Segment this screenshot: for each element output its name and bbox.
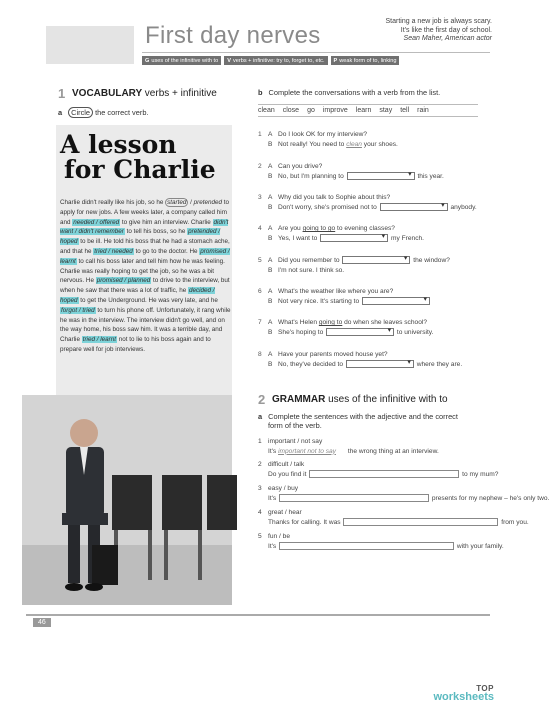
conversation-3: [258, 193, 494, 213]
item-number: 8: [258, 351, 262, 358]
sentence-start: Thanks for calling. It was: [268, 518, 343, 526]
line-a-text-end: to evening classes?: [335, 225, 395, 232]
example-answer: important not to say: [278, 447, 336, 455]
section-1-number: 1: [58, 86, 66, 101]
story-fragment: to be ill. He told his boss that he had a stomach ache, and that he: [60, 238, 230, 255]
speaker-b: B: [268, 235, 273, 242]
sentence-start: It's: [268, 542, 279, 550]
tag-vocabulary: V verbs + infinitive: try to, forget to, etc.: [224, 56, 327, 65]
section-1b-instruction: b Complete the conversations with a verb from the list.: [258, 88, 441, 97]
sentence-line: [258, 494, 549, 504]
prompt: great / hear: [268, 509, 302, 516]
speaker-b: B: [268, 329, 273, 336]
story-fragment: to call his boss later and tell him how he was feeling. Charlie was really hoping to get the job, so he was a bit nervous. He: [60, 257, 225, 285]
verb-choice[interactable]: pretended / hoped: [60, 228, 221, 246]
answer-dropdown[interactable]: [342, 256, 410, 264]
quote-line-2: It's like the first day of school.: [400, 26, 492, 34]
tag-pronunciation: P weak form of to, linking: [331, 56, 400, 65]
answer-field[interactable]: [309, 470, 459, 478]
prompt-line: [258, 532, 494, 542]
answer-dropdown[interactable]: [380, 203, 448, 211]
line-b: [258, 234, 494, 244]
word-bank-item: learn: [355, 107, 372, 114]
word-bank-item: improve: [322, 107, 348, 114]
speaker-a: A: [268, 319, 273, 326]
line-b-text-end: to university.: [395, 329, 434, 336]
story-fragment: /: [188, 199, 194, 206]
line-b-text: Not really! You need to: [278, 141, 347, 148]
line-b-text: No, they've decided to: [278, 361, 345, 368]
line-b-text: She's hoping to: [278, 329, 326, 336]
prompt-line: [258, 460, 494, 470]
speaker-b: B: [268, 141, 273, 148]
header-quote: [322, 18, 492, 44]
line-b-text: No, but I'm planning to: [278, 173, 346, 180]
sentence-line: [258, 470, 499, 480]
line-a: [258, 130, 494, 140]
item-number: 7: [258, 319, 262, 326]
line-b-text-end: this year.: [415, 173, 444, 180]
word-bank-item: tell: [400, 107, 410, 114]
sentence-line: [258, 518, 529, 528]
line-a: [258, 350, 494, 360]
underlined-text: going to: [318, 319, 343, 326]
sentence-end: with your family.: [455, 542, 504, 550]
item-number: 1: [258, 131, 262, 138]
line-b-text: Not very nice. It's starting to: [278, 298, 361, 305]
verb-choice[interactable]: decided / hoped: [60, 287, 215, 304]
line-b: [258, 360, 494, 370]
circled-example: started: [167, 199, 187, 206]
word-bank: [258, 104, 478, 117]
item-number: 5: [258, 533, 262, 540]
item-number: 4: [258, 509, 262, 516]
item-number: 2: [258, 461, 262, 468]
story-fragment: to apply for new jobs. A few weeks later, a company called him and: [60, 199, 230, 226]
verb-choice[interactable]: promised / planned: [96, 277, 151, 285]
prompt: fun / be: [268, 533, 290, 540]
man-waiting-illustration: [22, 395, 232, 605]
answer-field[interactable]: [279, 494, 429, 502]
word-bank-item: rain: [417, 107, 429, 114]
grammar-item-1: [258, 437, 494, 456]
speaker-a: A: [268, 288, 273, 295]
underlined-text: going to go: [302, 225, 336, 232]
answer-dropdown[interactable]: [362, 297, 430, 305]
line-b-text: Don't worry, she's promised not to: [278, 204, 379, 211]
sentence-end: to my mum?: [460, 470, 499, 478]
line-a: [258, 224, 494, 234]
speaker-a: A: [268, 257, 273, 264]
line-a: [258, 256, 494, 266]
item-number: 3: [258, 485, 262, 492]
speaker-a: A: [268, 163, 273, 170]
line-a-text-end: the window?: [411, 257, 450, 264]
speaker-a: A: [268, 225, 273, 232]
word-bank-item: go: [307, 107, 315, 114]
story-fragment: to turn his phone off. Unfortunately, it rang while he was in the interview. The interview didn't go well, and on the way home, his boss saw him. It was a terrible day, and Charlie: [60, 306, 231, 344]
speaker-a: A: [268, 351, 273, 358]
line-a: [258, 318, 494, 328]
line-a: [258, 193, 494, 203]
word-bank-item: clean: [258, 107, 275, 114]
tag-grammar: G uses of the infinitive with to: [142, 56, 221, 65]
line-a-text: What's Helen: [278, 319, 319, 326]
speaker-b: B: [268, 361, 273, 368]
item-number: 2: [258, 163, 262, 170]
story-fragment: to tell his boss, so he: [124, 228, 188, 236]
line-a-text: Are you: [278, 225, 303, 232]
grammar-item-4: [258, 508, 529, 527]
line-b: [258, 172, 494, 182]
quote-author: Sean Maher, American actor: [403, 35, 492, 42]
speaker-b: B: [268, 173, 273, 180]
line-b: [258, 140, 494, 150]
conversation-6: [258, 287, 494, 307]
page-number: 46: [33, 618, 51, 627]
sentence-start: Do you find it: [268, 470, 309, 478]
photo-man-waiting: [22, 395, 232, 605]
grammar-item-5: [258, 532, 504, 551]
prompt: important / not say: [268, 438, 323, 445]
story-text: [60, 198, 232, 355]
verb-choice[interactable]: needed / offered: [73, 218, 120, 226]
speaker-b: B: [268, 204, 273, 211]
verb-choice[interactable]: forgot / tried: [61, 306, 95, 314]
section-2-title: GRAMMAR uses of the infinitive with to: [272, 394, 448, 405]
line-b: [258, 203, 494, 213]
line-b: [258, 328, 494, 338]
item-number: 4: [258, 225, 262, 232]
speaker-b: B: [268, 298, 273, 305]
story-fragment: Charlie didn't really like his job, so he: [60, 199, 166, 206]
story-title: A lesson for Charlie: [60, 130, 216, 184]
line-a-text: Why did you talk to Sophie about this?: [278, 194, 391, 201]
line-a-text: Can you drive?: [278, 163, 323, 170]
prompt-line: [258, 508, 494, 518]
line-b-text-end: where they are.: [414, 361, 463, 368]
title-rule: [142, 52, 490, 53]
answer-dropdown[interactable]: [346, 360, 414, 368]
answer-field[interactable]: [279, 542, 454, 550]
speaker-a: A: [268, 131, 273, 138]
sentence-end: presents for my nephew – he's only two.: [430, 494, 549, 502]
line-b-text-end: anybody.: [448, 204, 477, 211]
verb-choice[interactable]: promised / learnt: [60, 247, 230, 265]
line-a-text-end: do when she leaves school?: [342, 319, 427, 326]
conversation-7: [258, 318, 494, 338]
story-fragment: to get the Underground. He was very late, and he: [78, 296, 218, 304]
verb-choice[interactable]: tried / needed: [94, 247, 133, 255]
sentence-start: It's: [268, 447, 279, 455]
sentence-start: It's: [268, 494, 279, 502]
prompt-line: [258, 437, 494, 447]
story-fragment: to give him an interview. Charlie: [120, 218, 213, 226]
word-bank-item: close: [282, 107, 300, 114]
quote-line-1: Starting a new job is always scary.: [385, 18, 492, 25]
item-number: 3: [258, 194, 262, 201]
answer-dropdown[interactable]: [320, 234, 388, 242]
sentence-end: the wrong thing at an interview.: [346, 447, 439, 455]
answer-dropdown[interactable]: [347, 172, 415, 180]
topic-tag-bar: [142, 56, 399, 65]
story-fragment: not to lie to his boss again and to prepare well for job interviews.: [60, 336, 211, 353]
line-a-text: Do I look OK for my interview?: [278, 131, 368, 138]
section-1-title: VOCABULARY verbs + infinitive: [72, 88, 217, 99]
example-answer: clean: [346, 141, 362, 148]
prompt-line: [258, 484, 494, 494]
footer-rule: [26, 614, 490, 616]
prompt: difficult / talk: [268, 461, 305, 468]
speaker-a: A: [268, 194, 273, 201]
story-fragment: to go to the doctor. He: [133, 247, 200, 255]
section-2a-instruction: a Complete the sentences with the adjective and the correct form of the verb.: [258, 412, 458, 430]
prompt: easy / buy: [268, 485, 299, 492]
sentence-end: from you.: [499, 518, 529, 526]
line-b-text: Yes, I want to: [278, 235, 320, 242]
verb-choice[interactable]: didn't want / didn't remember: [60, 218, 229, 236]
section-1a-instruction: a Circle the correct verb.: [58, 108, 149, 117]
line-b: [258, 297, 494, 307]
conversation-2: [258, 162, 494, 182]
word-bank-item: stay: [379, 107, 393, 114]
item-number: 1: [258, 438, 262, 445]
verb-choice[interactable]: tried / learnt: [82, 336, 116, 344]
section-2-number: 2: [258, 392, 266, 407]
conversation-4: [258, 224, 494, 244]
line-b-text-end: my French.: [389, 235, 424, 242]
line-b-text-end: your shoes.: [361, 141, 398, 148]
line-b: [258, 266, 494, 276]
line-a-text: What's the weather like where you are?: [278, 288, 394, 295]
example-alternative: pretended: [193, 199, 223, 206]
line-b-text: I'm not sure. I think so.: [278, 267, 345, 274]
line-a: [258, 162, 494, 172]
item-number: 5: [258, 257, 262, 264]
sentence-line: [258, 542, 504, 552]
line-a: [258, 287, 494, 297]
header-placeholder-box: [46, 26, 134, 64]
topworksheets-logo: TOP worksheets: [433, 684, 494, 703]
item-number: 6: [258, 288, 262, 295]
grammar-item-3: [258, 484, 549, 503]
conversation-5: [258, 256, 494, 276]
answer-dropdown[interactable]: [326, 328, 394, 336]
sentence-line: [258, 447, 494, 457]
page-title: First day nerves: [145, 22, 321, 49]
line-a-text: Did you remember to: [278, 257, 342, 264]
conversation-1: [258, 130, 494, 150]
answer-field[interactable]: [343, 518, 498, 526]
grammar-item-2: [258, 460, 499, 479]
line-a-text: Have your parents moved house yet?: [278, 351, 388, 358]
conversation-8: [258, 350, 494, 370]
speaker-b: B: [268, 267, 273, 274]
story-fragment: to drive to the interview, but when he saw that there was a lot of traffic, he: [60, 277, 230, 295]
